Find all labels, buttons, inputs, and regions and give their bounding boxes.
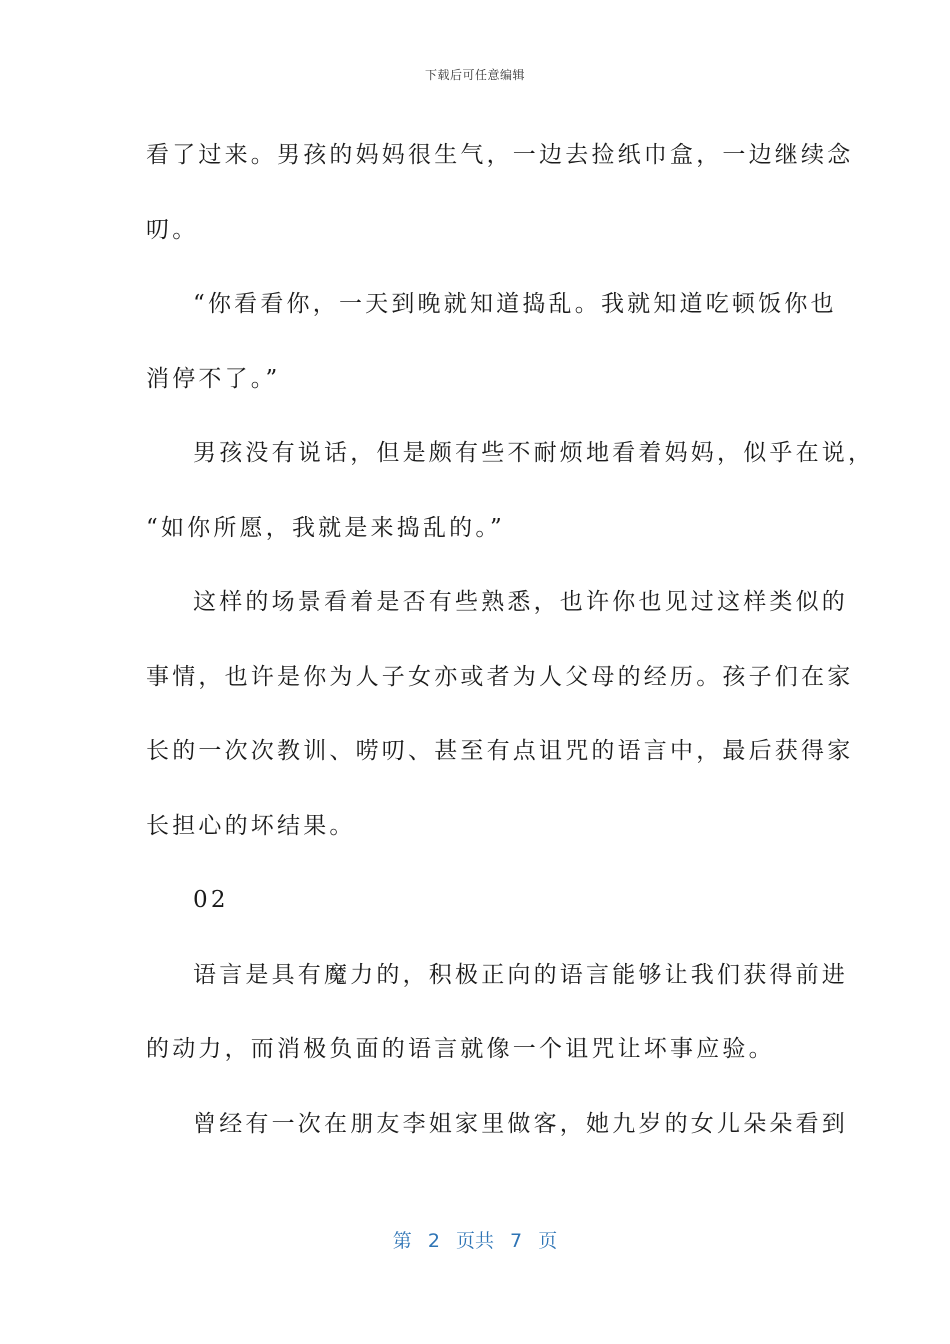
text-block — [146, 118, 875, 1161]
footer-prefix: 第 — [392, 1230, 412, 1252]
footer-page-number: 2 — [427, 1230, 440, 1252]
text-line: 事情，也许是你为人子女亦或者为人父母的经历。孩子们在家 — [146, 663, 854, 690]
document-body — [146, 118, 875, 1161]
text-line: 长担心的坏结果。 — [146, 812, 356, 839]
header-text: 下载后可任意编辑 — [424, 68, 525, 82]
section-number: 02 — [193, 887, 229, 913]
footer-total-pages: 7 — [510, 1230, 523, 1252]
text-line: 看了过来。男孩的妈妈很生气，一边去捡纸巾盒，一边继续念 — [146, 142, 854, 168]
text-line: 的动力，而消极负面的语言就像一个诅咒让坏事应验。 — [146, 1036, 775, 1062]
text-line: 男孩没有说话，但是颇有些不耐烦地看着妈妈，似乎在说， — [193, 440, 875, 466]
text-line: 消停不了。” — [146, 365, 281, 392]
page-footer — [0, 1226, 950, 1253]
text-line: 这样的场景看着是否有些熟悉，也许你也见过这样类似的 — [193, 589, 848, 615]
footer-suffix: 页 — [538, 1230, 558, 1252]
text-line: “如你所愿，我就是来捣乱的。” — [146, 514, 506, 541]
text-line: “你看看你，一天到晚就知道捣乱。我就知道吃顿饭你也 — [193, 291, 837, 317]
page-header — [0, 66, 950, 83]
text-line: 叨。 — [146, 216, 199, 243]
text-line: 语言是具有魔力的，积极正向的语言能够让我们获得前进 — [193, 961, 848, 988]
text-line: 曾经有一次在朋友李姐家里做客，她九岁的女儿朵朵看到 — [193, 1110, 848, 1137]
footer-middle: 页共 — [455, 1230, 494, 1252]
text-line: 长的一次次教训、唠叨、甚至有点诅咒的语言中，最后获得家 — [146, 738, 854, 764]
